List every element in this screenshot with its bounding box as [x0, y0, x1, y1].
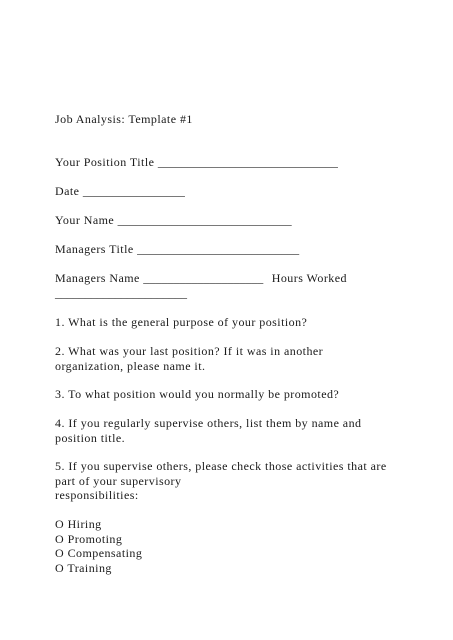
- option-compensating: O Compensating: [55, 546, 143, 560]
- question-3: 3. To what position would you normally be promoted?: [55, 387, 340, 401]
- field-label-hours-worked: Hours Worked: [271, 271, 347, 285]
- question-1: 1. What is the general purpose of your position?: [55, 315, 308, 329]
- question-2-continued: organization, please name it.: [55, 358, 206, 373]
- blank-line: ___________________________: [137, 242, 300, 256]
- option-promoting: O Promoting: [55, 531, 123, 546]
- question-2: 2. What was your last position? If it was in another: [55, 344, 324, 358]
- question-5: 5. If you supervise others, please check those activities that are: [55, 459, 387, 473]
- field-your-name: [55, 213, 292, 228]
- blank-line: ______________________________: [157, 155, 338, 169]
- blank-line: _________________: [82, 184, 185, 198]
- field-managers-name: [55, 271, 347, 286]
- question-4: 4. If you regularly supervise others, list them by name and: [55, 416, 362, 430]
- field-managers-title: [55, 242, 299, 257]
- question-5-continued: part of your supervisory: [55, 473, 182, 488]
- field-date: [55, 184, 185, 199]
- question-4-continued: position title.: [55, 430, 126, 445]
- field-label: Managers Name: [55, 271, 140, 285]
- document-title: Job Analysis: Template #1: [55, 112, 193, 126]
- field-label: Date: [55, 184, 80, 198]
- blank-line-hours-worked: ______________________: [55, 286, 187, 300]
- field-position-title: [55, 155, 338, 170]
- option-training: O Training: [55, 560, 112, 575]
- blank-line: _____________________________: [117, 213, 292, 227]
- field-label: Managers Title: [55, 242, 134, 256]
- blank-line: ____________________: [143, 271, 264, 285]
- question-5-continued: responsibilities:: [55, 488, 139, 502]
- field-label: Your Name: [55, 213, 115, 227]
- field-label: Your Position Title: [55, 155, 155, 169]
- option-hiring: O Hiring: [55, 517, 102, 531]
